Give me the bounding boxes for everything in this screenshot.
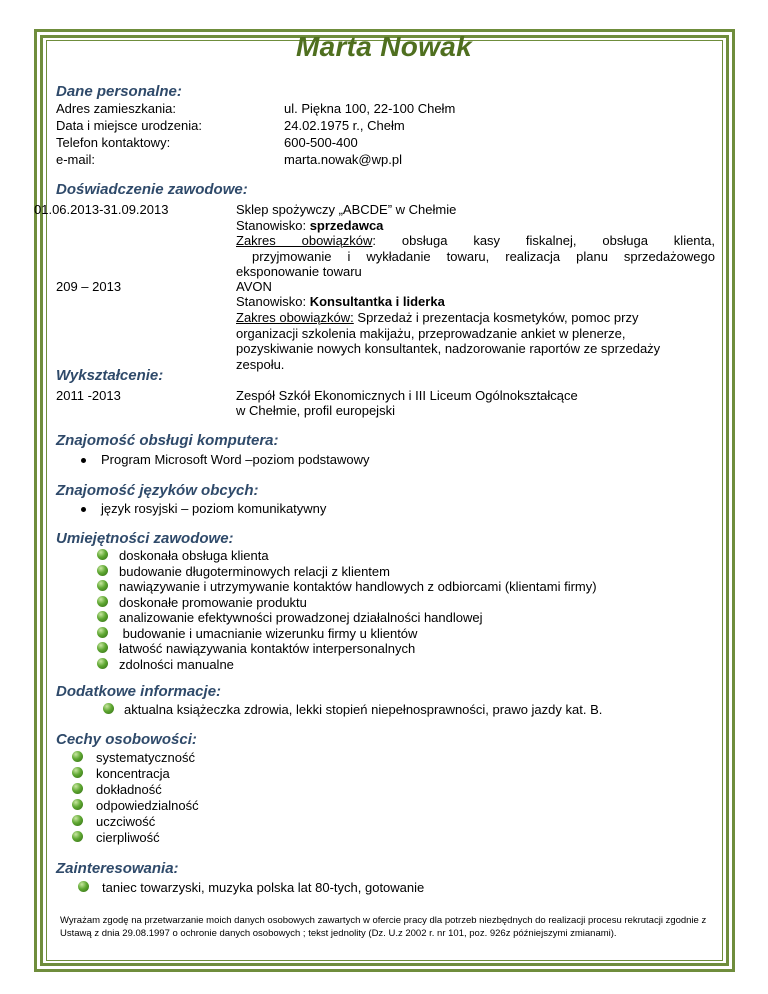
- job-company: Sklep spożywczy „ABCDE” w Chełmie: [236, 202, 457, 217]
- green-bullet-icon: [97, 642, 108, 653]
- duties-label: Zakres obowiązków:: [236, 310, 354, 325]
- personal-label: e-mail:: [56, 152, 96, 167]
- green-bullet-icon: [97, 596, 108, 607]
- interest-item: taniec towarzyski, muzyka polska lat 80-tych, gotowanie: [102, 880, 425, 895]
- job-dates: 01.06.2013-31.09.2013: [34, 202, 169, 217]
- personal-label: Data i miejsce urodzenia:: [56, 118, 202, 133]
- education-profile: w Chełmie, profil europejski: [236, 403, 395, 418]
- green-bullet-icon: [97, 565, 108, 576]
- languages-heading: Znajomość języków obcych:: [56, 482, 259, 499]
- job-company: AVON: [236, 279, 272, 294]
- personal-label: Telefon kontaktowy:: [56, 135, 171, 150]
- green-bullet-icon: [72, 799, 83, 810]
- green-bullet-icon: [72, 767, 83, 778]
- traits-heading: Cechy osobowości:: [56, 731, 197, 748]
- job-duties: [236, 310, 715, 372]
- position-value: Konsultantka i liderka: [309, 294, 445, 309]
- skill-item: analizowanie efektywności prowadzonej działalności handlowej: [119, 610, 483, 625]
- green-bullet-icon: [97, 611, 108, 622]
- green-bullet-icon: [97, 658, 108, 669]
- duties-text: Sprzedaż i prezentacja kosmetyków, pomoc przy: [353, 310, 639, 325]
- green-bullet-icon: [97, 627, 108, 638]
- green-bullet-icon: [97, 549, 108, 560]
- duties-line: eksponowanie towaru: [236, 264, 362, 279]
- additional-heading: Dodatkowe informacje:: [56, 683, 222, 700]
- duties-line: [236, 233, 715, 249]
- trait-item: dokładność: [96, 782, 162, 797]
- duties-line: zespołu.: [236, 356, 285, 372]
- personal-label: Adres zamieszkania:: [56, 101, 176, 116]
- language-item: język rosyjski – poziom komunikatywny: [101, 501, 327, 516]
- consent-clause: Wyrażam zgodę na przetwarzanie moich danych osobowych zawartych w ofercie pracy dla potrzeb niezbędnych do realizacji procesu rekrutacji zgodnie z Ustawą z dnia 29.08.1997 o ochronie danych osobowych ; tekst jednolity (Dz. U.z 2002 r. nr 101, poz. 926z późniejszymi zmianami).: [60, 915, 707, 939]
- personal-heading: Dane personalne:: [56, 83, 182, 100]
- position-value: sprzedawca: [309, 218, 384, 233]
- duties-text: : obsługa kasy fiskalnej, obsługa klienta,: [372, 233, 715, 248]
- job-position: [236, 218, 383, 234]
- skill-item: budowanie i umacnianie wizerunku firmy u klientów: [119, 626, 418, 641]
- computer-item: Program Microsoft Word –poziom podstawowy: [101, 452, 370, 467]
- computer-heading: Znajomość obsługi komputera:: [56, 432, 279, 449]
- trait-item: koncentracja: [96, 766, 170, 781]
- skills-heading: Umiejętności zawodowe:: [56, 530, 234, 547]
- personal-value: ul. Piękna 100, 22-100 Chełm: [284, 101, 456, 116]
- position-label: Stanowisko:: [236, 294, 310, 309]
- candidate-name: Marta Nowak: [295, 31, 473, 62]
- trait-item: uczciwość: [96, 814, 156, 829]
- green-bullet-icon: [72, 815, 83, 826]
- duties-line: pozyskiwanie nowych konsultantek, nadzorowanie raportów ze sprzedaży: [236, 341, 661, 356]
- bullet-dot-icon: [81, 458, 86, 463]
- experience-heading: Doświadczenie zawodowe:: [56, 181, 248, 198]
- job-duties: [236, 233, 715, 280]
- green-bullet-icon: [72, 831, 83, 842]
- skill-item: doskonałe promowanie produktu: [119, 595, 307, 610]
- trait-item: cierpliwość: [96, 830, 160, 845]
- green-bullet-icon: [97, 580, 108, 591]
- trait-item: odpowiedzialność: [96, 798, 199, 813]
- green-bullet-icon: [103, 703, 114, 714]
- bullet-dot-icon: [81, 507, 86, 512]
- job-position: [236, 294, 445, 310]
- skill-item: zdolności manualne: [119, 657, 234, 672]
- position-label: Stanowisko:: [236, 218, 310, 233]
- education-school: Zespół Szkół Ekonomicznych i III Liceum Ogólnokształcące: [236, 388, 578, 403]
- education-dates: 2011 -2013: [56, 388, 121, 403]
- personal-value: 600-500-400: [284, 135, 358, 150]
- skill-item: budowanie długoterminowych relacji z klientem: [119, 564, 390, 579]
- personal-value: 24.02.1975 r., Chełm: [284, 118, 405, 133]
- green-bullet-icon: [78, 881, 89, 892]
- trait-item: systematyczność: [96, 750, 195, 765]
- skill-item: łatwość nawiązywania kontaktów interpersonalnych: [119, 641, 416, 656]
- interests-heading: Zainteresowania:: [56, 860, 179, 877]
- job-dates: 209 – 2013: [56, 279, 122, 294]
- duties-line: [236, 310, 715, 326]
- email-value: marta.nowak@wp.pl: [284, 152, 402, 167]
- duties-line: organizacji szkolenia makijażu, przeprowadzanie ankiet w plenerze,: [236, 325, 626, 341]
- duties-label: Zakres obowiązków: [236, 233, 373, 248]
- education-heading: Wykształcenie:: [56, 367, 164, 384]
- green-bullet-icon: [72, 783, 83, 794]
- skill-item: doskonała obsługa klienta: [119, 548, 269, 563]
- additional-item: aktualna książeczka zdrowia, lekki stopień niepełnosprawności, prawo jazdy kat. B.: [124, 702, 603, 717]
- duties-line: przyjmowanie i wykładanie towaru, realizacja planu sprzedażowego: [236, 248, 715, 264]
- skill-item: nawiązywanie i utrzymywanie kontaktów handlowych z odbiorcami (klientami firmy): [119, 579, 597, 594]
- green-bullet-icon: [72, 751, 83, 762]
